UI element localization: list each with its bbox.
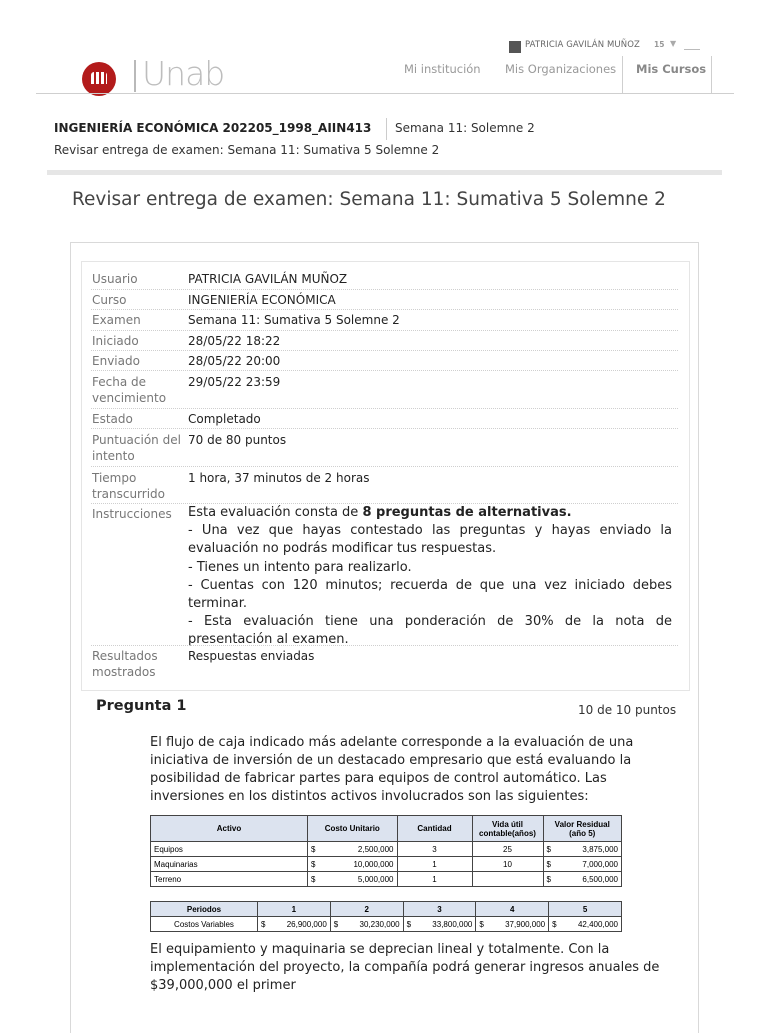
- table-header: 4: [476, 902, 549, 917]
- table-header: Vida útil contable(años): [472, 816, 543, 842]
- detail-value-curso: INGENIERÍA ECONÓMICA: [188, 293, 336, 307]
- table-cell: Terreno: [151, 872, 308, 887]
- instructions-intro: Esta evaluación consta de: [188, 505, 363, 520]
- question-text: El flujo de caja indicado más adelante corresponde a la evaluación de una iniciativa de inversión de un destacado empresario que está evaluando la posibilidad de fabricar partes para equipos de control automático. Las inversiones en los distintos activos involucrados son las siguientes:: [150, 735, 634, 804]
- table-cell: Maquinarias: [151, 857, 308, 872]
- table-cell: 25: [472, 842, 543, 857]
- detail-value-examen: Semana 11: Sumativa 5 Solemne 2: [188, 313, 400, 327]
- detail-value-fecha-vencimiento: 29/05/22 23:59: [188, 375, 281, 389]
- table-cell: 37,900,000: [490, 917, 549, 932]
- table-cell: $: [330, 917, 344, 932]
- table-header: Costo Unitario: [308, 816, 398, 842]
- table-header: 3: [403, 902, 476, 917]
- detail-label-usuario: Usuario: [92, 272, 138, 286]
- table-cell: [472, 872, 543, 887]
- table-cell: $: [543, 857, 559, 872]
- detail-label-puntuacion: Puntuación del intento: [92, 433, 181, 463]
- table-cell: $: [403, 917, 417, 932]
- detail-value-usuario: PATRICIA GAVILÁN MUÑOZ: [188, 272, 348, 286]
- table-cell: 3: [397, 842, 472, 857]
- table-cell: 42,400,000: [562, 917, 621, 932]
- table-cell: 1: [397, 872, 472, 887]
- detail-value-resultados: Respuestas enviadas: [188, 649, 315, 663]
- detail-value-puntuacion: 70 de 80 puntos: [188, 433, 287, 447]
- table-header: Cantidad: [397, 816, 472, 842]
- table-cell: $: [308, 857, 325, 872]
- table-header: 1: [258, 902, 331, 917]
- detail-value-estado: Completado: [188, 412, 261, 426]
- unab-logo-icon[interactable]: [82, 62, 116, 96]
- table-header: 2: [330, 902, 403, 917]
- row-divider: [91, 289, 678, 290]
- question-points: 10 de 10 puntos: [578, 703, 677, 717]
- logo-text[interactable]: Unab: [142, 54, 225, 93]
- table-cell: 3,875,000: [559, 842, 621, 857]
- detail-label-instrucciones: Instrucciones: [92, 507, 172, 521]
- table-cell: $: [258, 917, 272, 932]
- table-header: Activo: [151, 816, 308, 842]
- table-cell: 5,000,000: [325, 872, 397, 887]
- table-cell: 33,800,000: [417, 917, 476, 932]
- table-row: [151, 917, 622, 932]
- tab-mi-institucion[interactable]: Mi institución: [404, 62, 481, 76]
- table-cell: Costos Variables: [151, 917, 258, 932]
- table-cell: 26,900,000: [271, 917, 330, 932]
- table-cell: 2,500,000: [325, 842, 397, 857]
- course-separator: [386, 118, 387, 140]
- row-divider: [91, 408, 678, 409]
- row-divider: [91, 370, 678, 371]
- user-name-link[interactable]: PATRICIA GAVILÁN MUÑOZ: [525, 40, 640, 50]
- table-cell: 7,000,000: [559, 857, 621, 872]
- course-title-link[interactable]: INGENIERÍA ECONÓMICA 202205_1998_AIIN413: [54, 121, 372, 135]
- table-cell: $: [308, 842, 325, 857]
- instructions-line: - Tienes un intento para realizarlo.: [188, 559, 412, 575]
- costs-table: [150, 901, 622, 932]
- detail-label-curso: Curso: [92, 293, 127, 307]
- table-cell: $: [549, 917, 563, 932]
- row-divider: [91, 350, 678, 351]
- row-divider: [91, 330, 678, 331]
- instructions-intro-bold: 8 preguntas de alternativas.: [362, 505, 572, 520]
- assets-table: [150, 815, 622, 887]
- row-divider: [91, 428, 678, 429]
- notification-count-badge[interactable]: 15: [654, 40, 665, 49]
- detail-label-iniciado: Iniciado: [92, 334, 139, 348]
- table-cell: $: [543, 842, 559, 857]
- detail-label-resultados: Resultados mostrados: [92, 649, 158, 679]
- row-divider: [91, 645, 678, 646]
- table-row: [151, 872, 622, 887]
- course-week-link[interactable]: Semana 11: Solemne 2: [395, 121, 535, 135]
- section-divider: [47, 170, 722, 175]
- detail-value-iniciado: 28/05/22 18:22: [188, 334, 281, 348]
- question-title: Pregunta 1: [96, 698, 187, 714]
- detail-label-tiempo: Tiempo transcurrido: [92, 471, 166, 501]
- table-cell: 6,500,000: [559, 872, 621, 887]
- instructions-line: - Una vez que hayas contestado las preguntas y hayas enviado la evaluación no podrás modificar tus respuestas.: [188, 523, 672, 557]
- page-title: Revisar entrega de examen: Semana 11: Sumativa 5 Solemne 2: [72, 189, 666, 210]
- table-cell: $: [543, 872, 559, 887]
- row-divider: [91, 309, 678, 310]
- detail-label-examen: Examen: [92, 313, 141, 327]
- table-row: [151, 842, 622, 857]
- chevron-down-icon[interactable]: ▼: [670, 39, 677, 48]
- table-cell: $: [476, 917, 490, 932]
- question-text-continued: El equipamiento y maquinaria se deprecian lineal y totalmente. Con la implementación del proyecto, la compañía podrá generar ingresos anuales de $39,000,000 el primer: [150, 942, 660, 993]
- detail-value-tiempo: 1 hora, 37 minutos de 2 horas: [188, 471, 370, 485]
- header-divider: [36, 93, 734, 94]
- tab-mis-cursos[interactable]: Mis Cursos: [636, 62, 707, 76]
- menu-underline: [684, 49, 700, 50]
- detail-label-estado: Estado: [92, 412, 133, 426]
- user-avatar[interactable]: [509, 41, 521, 53]
- table-cell: 10: [472, 857, 543, 872]
- tab-mis-organizaciones[interactable]: Mis Organizaciones: [505, 62, 617, 76]
- table-cell: 30,230,000: [344, 917, 403, 932]
- table-header: Valor Residual (año 5): [543, 816, 622, 842]
- row-divider: [91, 466, 678, 467]
- breadcrumb: Revisar entrega de examen: Semana 11: Sumativa 5 Solemne 2: [54, 143, 440, 157]
- table-cell: 1: [397, 857, 472, 872]
- detail-label-enviado: Enviado: [92, 354, 140, 368]
- logo-divider: [134, 60, 136, 92]
- detail-label-fecha-vencimiento: Fecha de vencimiento: [92, 375, 167, 405]
- table-row: [151, 857, 622, 872]
- table-cell: $: [308, 872, 325, 887]
- table-header: 5: [549, 902, 622, 917]
- table-header: Periodos: [151, 902, 258, 917]
- table-cell: 10,000,000: [325, 857, 397, 872]
- detail-value-enviado: 28/05/22 20:00: [188, 354, 281, 368]
- instructions-line: - Esta evaluación tiene una ponderación de 30% de la nota de presentación al examen.: [188, 614, 672, 648]
- instructions-text: [188, 504, 672, 650]
- instructions-line: - Cuentas con 120 minutos; recuerda de que una vez iniciado debes terminar.: [188, 577, 672, 612]
- table-cell: Equipos: [151, 842, 308, 857]
